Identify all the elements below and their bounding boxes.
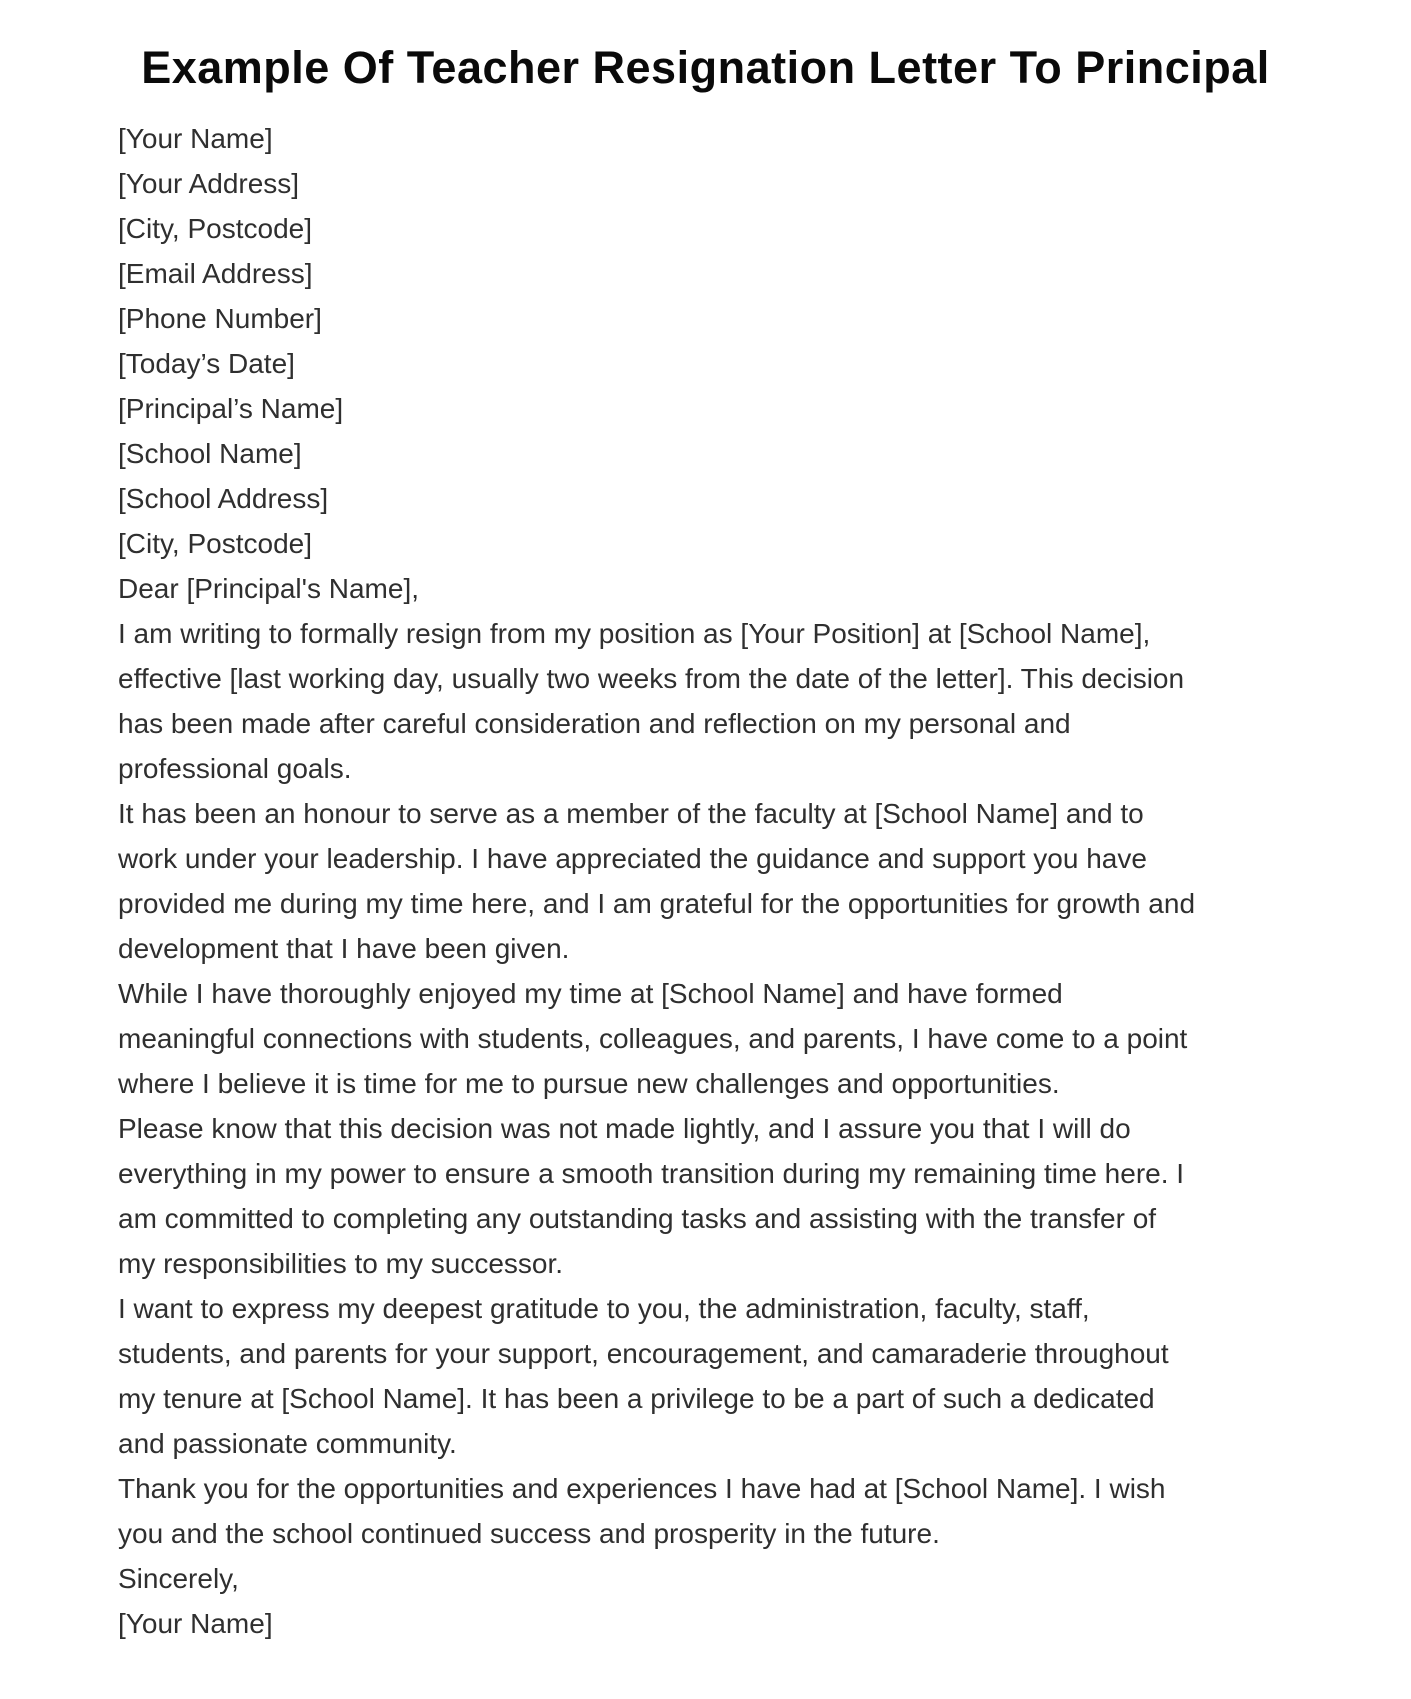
letter-body — [118, 116, 1196, 1646]
paragraph-enjoyed-time: While I have thoroughly enjoyed my time at [School Name] and have formed meaningful connections with students, colleagues, and parents, I have come to a point where I believe it is time for me to pursue new challenges and opportunities. — [118, 978, 1188, 1099]
closing-line: Sincerely, — [118, 1563, 239, 1594]
paragraph-thank-you: Thank you for the opportunities and experiences I have had at [School Name]. I wish you and the school continued success and prosperity in the future. — [118, 1473, 1166, 1549]
salutation-line: Dear [Principal's Name], — [118, 573, 419, 604]
sender-phone-line: [Phone Number] — [118, 303, 322, 334]
school-city-line: [City, Postcode] — [118, 528, 313, 559]
paragraph-resignation-statement: I am writing to formally resign from my position as [Your Position] at [School Name], effective [last working day, usually two weeks from the date of the letter]. This decision has been made after careful consideration and reflection on my personal and professional goals. — [118, 618, 1185, 784]
sender-email-line: [Email Address] — [118, 258, 313, 289]
page-title: Example Of Teacher Resignation Letter To Principal — [141, 42, 1270, 93]
sender-city-line: [City, Postcode] — [118, 213, 313, 244]
date-line: [Today’s Date] — [118, 348, 295, 379]
paragraph-gratitude: I want to express my deepest gratitude to you, the administration, faculty, staff, students, and parents for your support, encouragement, and camaraderie throughout my tenure at [School Name]. It has been a privilege to be a part of such a dedicated and passionate community. — [118, 1293, 1169, 1459]
school-name-line: [School Name] — [118, 438, 302, 469]
sender-address-line: [Your Address] — [118, 168, 300, 199]
paragraph-honour-to-serve: It has been an honour to serve as a member of the faculty at [School Name] and to work under your leadership. I have appreciated the guidance and support you have provided me during my time here, and I am grateful for the opportunities for growth and development that I have been given. — [118, 798, 1196, 964]
school-address-line: [School Address] — [118, 483, 329, 514]
signature-line: [Your Name] — [118, 1608, 273, 1639]
sender-name-line: [Your Name] — [118, 123, 273, 154]
principal-name-line: [Principal’s Name] — [118, 393, 344, 424]
paragraph-smooth-transition: Please know that this decision was not made lightly, and I assure you that I will do everything in my power to ensure a smooth transition during my remaining time here. I am committed to completing any outstanding tasks and assisting with the transfer of my responsibilities to my successor. — [118, 1113, 1185, 1279]
